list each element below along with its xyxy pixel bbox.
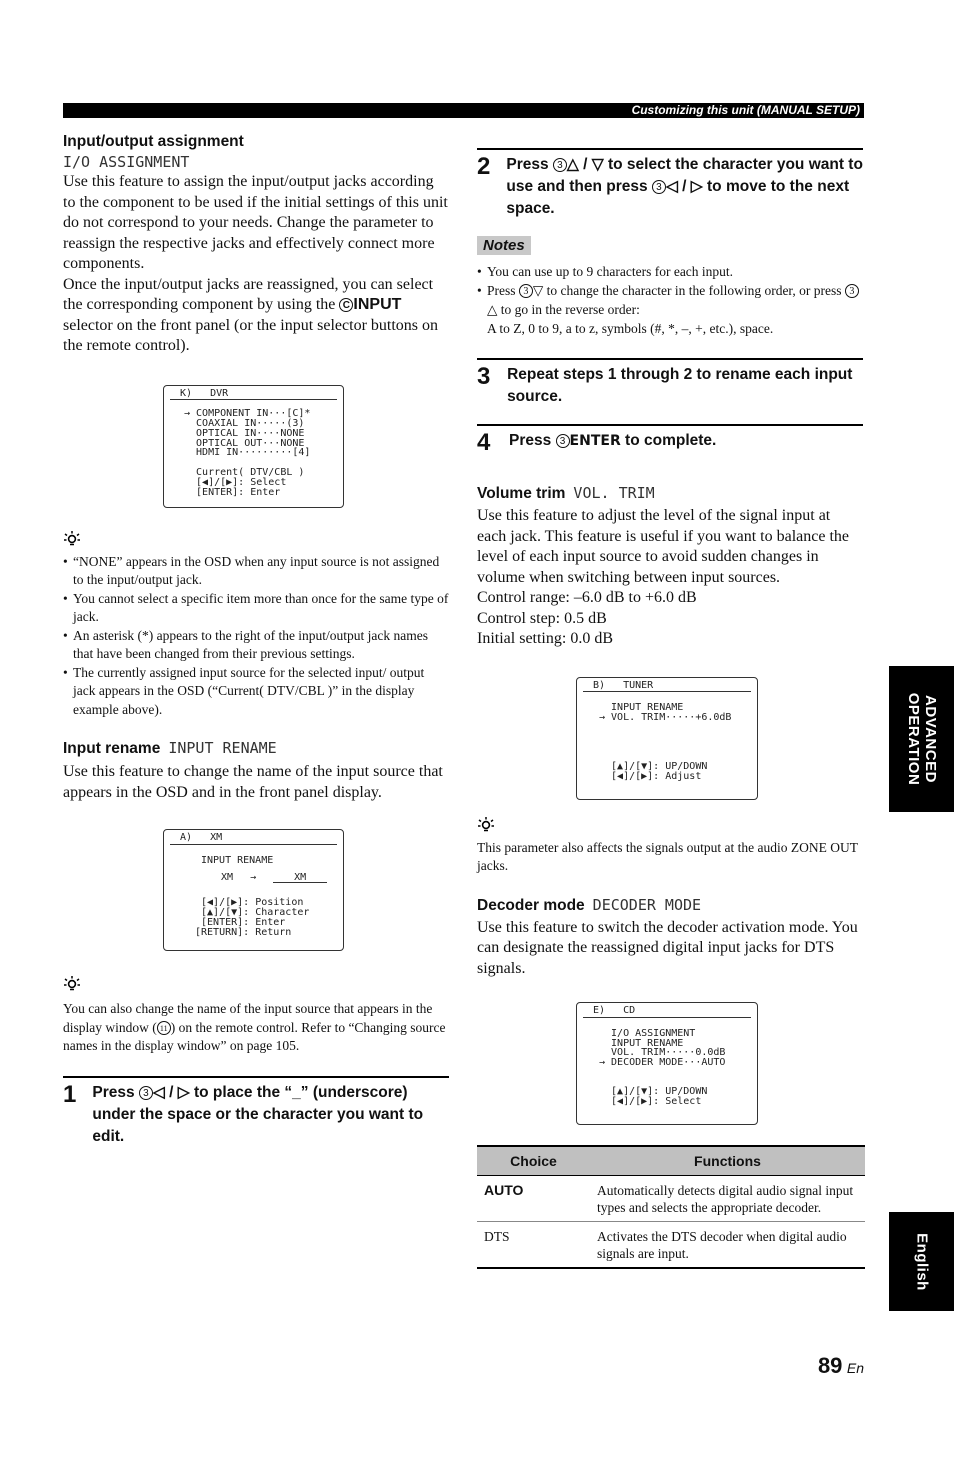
page-number-value: 89 xyxy=(817,1353,843,1378)
right-column xyxy=(477,148,863,1269)
header-bar xyxy=(63,103,864,118)
up-down-arrows-icon: △ / ▽ xyxy=(566,156,604,173)
volume-trim-osd-name: VOL. TRIM xyxy=(573,484,655,502)
table-row xyxy=(477,1176,865,1222)
arrow-right-icon: → xyxy=(250,871,257,883)
tip-item: • The currently assigned input source for the selected input/ output jack appears in the OSD (“Current( DTV/CBL )” in the display example above). xyxy=(63,664,449,720)
osd-rename-row xyxy=(164,866,343,884)
page-number xyxy=(818,1353,864,1379)
osd-title: A) XM xyxy=(170,830,337,845)
table-row xyxy=(477,1222,865,1269)
osd-line: → DECODER MODE···AUTO xyxy=(599,1057,726,1069)
volume-trim-title: Volume trim xyxy=(477,485,566,502)
osd-lines xyxy=(577,692,757,723)
control-step: Control step: 0.5 dB xyxy=(477,609,607,627)
page-lang: En xyxy=(846,1360,864,1376)
osd-lines xyxy=(164,400,343,497)
tip-item: • An asterisk (*) appears to the right of the input/output jack names that have been changed from their previous settings. xyxy=(63,627,449,664)
io-assignment-osd-name: I/O ASSIGNMENT xyxy=(63,153,190,171)
osd-line: INPUT RENAME xyxy=(599,1037,684,1049)
lightbulb-tip-icon xyxy=(477,816,495,832)
rename-tip xyxy=(63,975,449,1056)
osd-line: Current( DTV/CBL ) xyxy=(184,467,305,479)
step-1 xyxy=(63,1076,449,1148)
step-number: 2 xyxy=(477,153,491,180)
volume-trim-para: Use this feature to adjust the level of the signal input at each jack. This feature is useful if you want to balance the level of each input source to avoid sudden changes in volume when switching between input sources. xyxy=(477,507,850,586)
choice-cell: DTS xyxy=(477,1222,590,1269)
osd-line: [ENTER]: Enter xyxy=(184,486,281,498)
key-3-icon: 3 xyxy=(519,284,533,298)
step-number: 3 xyxy=(477,363,491,390)
osd-decoder-mode xyxy=(576,1002,758,1125)
io-tips xyxy=(63,530,449,720)
step-4 xyxy=(477,424,863,456)
control-range: Control range: –6.0 dB to +6.0 dB xyxy=(477,589,697,606)
osd-rename-to: XM xyxy=(273,873,327,884)
osd-io-assignment xyxy=(163,385,344,508)
enter-key-label: ENTER xyxy=(569,433,621,449)
io-assignment-heading xyxy=(63,133,449,151)
notes-list xyxy=(477,262,863,338)
osd-key-line: [▲]/[▼]: UP/DOWN xyxy=(599,1085,708,1097)
key-3-icon: 3 xyxy=(652,180,666,194)
tip-item: • You cannot select a specific item more than once for the same type of jack. xyxy=(63,590,449,627)
decoder-mode-osd-name: DECODER MODE xyxy=(592,895,702,914)
osd-line: I/O ASSIGNMENT xyxy=(599,1027,696,1039)
osd-key-line: [◀]/[▶]: Position xyxy=(195,897,304,909)
osd-line: HDMI IN·········[4] xyxy=(184,447,311,459)
osd-input-rename xyxy=(163,829,344,951)
osd-key-line: [▲]/[▼]: Character xyxy=(195,907,310,919)
osd-title: B) TUNER xyxy=(583,678,751,693)
key-3-icon: 3 xyxy=(556,434,570,448)
left-right-arrows-icon: ◁ / ▷ xyxy=(665,178,703,195)
step-text: Press 3 ENTER to complete. xyxy=(509,432,717,449)
notes-label: Notes xyxy=(477,236,531,255)
input-rename-heading xyxy=(63,739,449,758)
note-item: • You can use up to 9 characters for each input. xyxy=(477,262,863,281)
step-text: Press 3 ◁ / ▷ to place the “_” (underscore) under the space or the character you want to edit. xyxy=(92,1083,424,1145)
function-cell: Activates the DTS decoder when digital audio signals are input. xyxy=(590,1222,865,1269)
c-marker-icon: C xyxy=(339,298,353,312)
down-arrow-icon: ▽ xyxy=(532,283,544,298)
col-header-functions: Functions xyxy=(590,1146,865,1176)
osd-line: INPUT RENAME xyxy=(599,702,684,714)
decoder-choice-table xyxy=(477,1145,865,1269)
left-column xyxy=(63,133,449,1148)
key-3-icon: 3 xyxy=(553,158,567,172)
decoder-mode-heading xyxy=(477,896,863,915)
section-title: Customizing this unit (MANUAL SETUP) xyxy=(631,103,860,117)
osd-volume-trim xyxy=(576,677,758,800)
osd-key-line: [RETURN]: Return xyxy=(195,926,292,938)
key-3-icon: 3 xyxy=(845,284,859,298)
osd-line: VOL. TRIM·····0.0dB xyxy=(599,1047,726,1059)
osd-title: K) DVR xyxy=(170,386,337,401)
osd-title: E) CD xyxy=(583,1003,751,1018)
col-header-choice: Choice xyxy=(477,1146,590,1176)
osd-line: → VOL. TRIM·····+6.0dB xyxy=(599,712,732,724)
osd-line: COAXIAL IN·····(3) xyxy=(184,418,305,430)
osd-line: OPTICAL OUT···NONE xyxy=(184,437,305,449)
marker-11-icon: 11 xyxy=(157,1021,171,1035)
osd-key-line: [◀]/[▶]: Adjust xyxy=(599,770,702,782)
lightbulb-tip-icon xyxy=(63,530,81,546)
io-assignment-para2: Once the input/output jacks are reassigned, you can select the corresponding component by using the C INPUT selector on the front panel (or the input selector buttons on the remote control). xyxy=(63,275,439,354)
side-tab-advanced-operation: ADVANCED OPERATION xyxy=(889,666,954,812)
rename-tip-text: You can also change the name of the input source that appears in the display window ( 11 ) on the remote control. Refer to “Changing source names in the display window” on page 105. xyxy=(63,1001,446,1053)
function-cell: Automatically detects digital audio signal input types and selects the appropriate decoder. xyxy=(590,1176,865,1222)
volume-trim-tip xyxy=(477,816,863,876)
side-tab-english: English xyxy=(889,1212,954,1311)
input-label: INPUT xyxy=(353,296,402,313)
osd-keys xyxy=(164,883,343,937)
tip-item: • “NONE” appears in the OSD when any input source is not assigned to the input/output jack. xyxy=(63,553,449,590)
step-number: 4 xyxy=(477,429,491,456)
osd-keys xyxy=(577,723,757,782)
character-order: A to Z, 0 to 9, a to z, symbols (#, *, –, +, etc.), space. xyxy=(487,321,774,336)
left-right-arrows-icon: ◁ / ▷ xyxy=(152,1083,190,1101)
step-text: Press 3 △ / ▽ to select the character you want to use and then press 3 ◁ / ▷ to move to the next space. xyxy=(506,156,863,217)
osd-key-line: [◀]/[▶]: Select xyxy=(599,1095,702,1107)
decoder-mode-title: Decoder mode xyxy=(477,896,585,914)
osd-key-line: [ENTER]: Enter xyxy=(195,916,286,928)
note-item: • Press 3 ▽ to change the character in the following order, or press 3△ to go in the reverse order: A to Z, 0 to 9, a to z, symbols (#, *, –, +, etc.), space. xyxy=(477,281,863,338)
osd-key-line: [▲]/[▼]: UP/DOWN xyxy=(599,760,708,772)
io-assignment-para1: Use this feature to assign the input/output jacks according to the component to be used if the initial settings of this unit do not correspond to your needs. Change the parameter to reassign the respective jacks and effectively connect more components. xyxy=(63,173,448,272)
notes xyxy=(477,236,863,338)
step-3 xyxy=(477,358,863,408)
osd-keys xyxy=(577,1068,757,1107)
up-arrow-icon: △ xyxy=(487,302,498,317)
input-rename-para: Use this feature to change the name of the input source that appears in the OSD and in the front panel display. xyxy=(63,763,443,801)
lightbulb-tip-icon xyxy=(63,975,81,991)
initial-setting: Initial setting: 0.0 dB xyxy=(477,630,613,647)
step-2 xyxy=(477,148,863,220)
step-text: Repeat steps 1 through 2 to rename each input source. xyxy=(507,366,853,405)
choice-cell: AUTO xyxy=(477,1176,590,1222)
decoder-mode-para: Use this feature to switch the decoder activation mode. You can designate the reassigned digital input jacks for DTS signals. xyxy=(477,918,858,977)
io-assignment-title: Input/output assignment xyxy=(63,133,244,150)
osd-rename-from: XM xyxy=(221,871,234,883)
osd-line: OPTICAL IN····NONE xyxy=(184,427,305,439)
step-number: 1 xyxy=(63,1080,77,1108)
input-rename-title: Input rename xyxy=(63,740,161,757)
osd-lines xyxy=(577,1018,757,1068)
io-tips-list xyxy=(63,553,449,720)
volume-trim-heading xyxy=(477,484,863,503)
key-3-icon: 3 xyxy=(139,1086,153,1100)
osd-line-input-rename: INPUT RENAME xyxy=(201,854,274,866)
volume-trim-tip-text: This parameter also affects the signals output at the audio ZONE OUT jacks. xyxy=(477,839,858,873)
osd-line: → COMPONENT IN···[C]* xyxy=(184,408,311,420)
osd-line: [◀]/[▶]: Select xyxy=(184,476,287,488)
input-rename-osd-name: INPUT RENAME xyxy=(168,739,277,757)
